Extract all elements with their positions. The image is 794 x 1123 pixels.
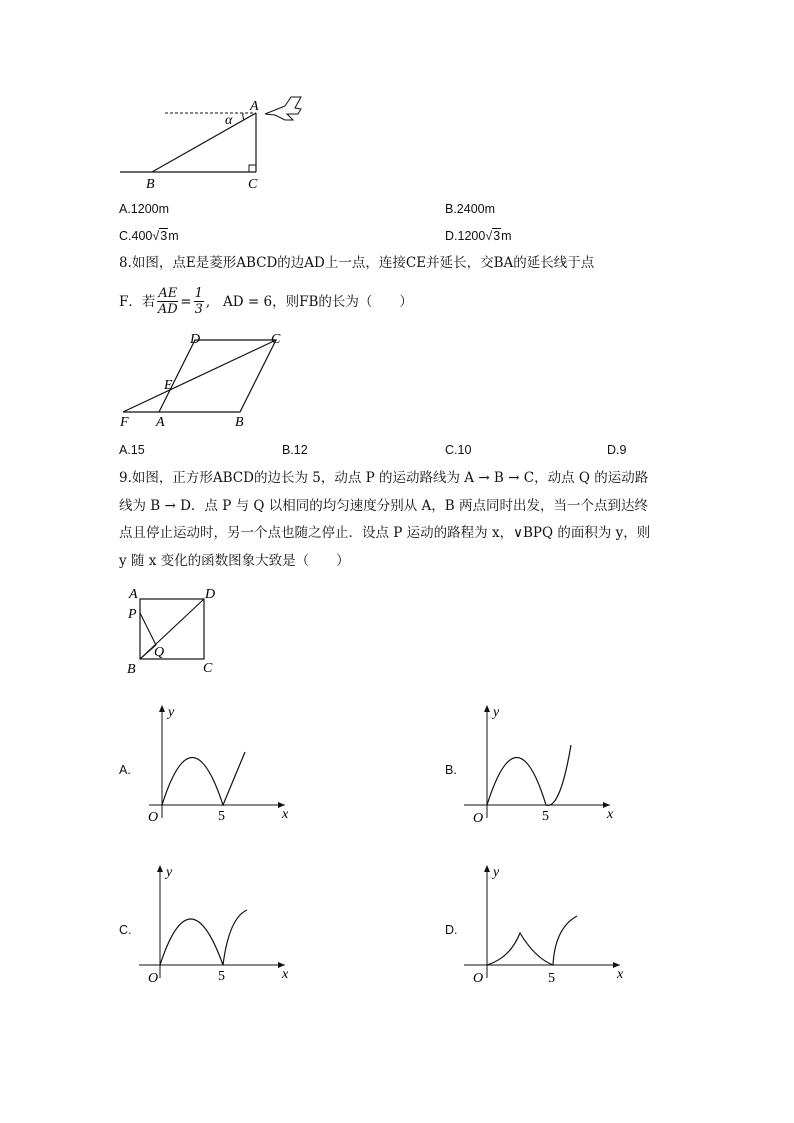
- q8-option-c: C.10: [445, 443, 472, 457]
- q9-option-c-label: C.: [119, 923, 132, 937]
- q7-triangle-figure: [115, 92, 315, 192]
- q7-option-d-radical: √3: [485, 229, 501, 243]
- q7-option-d-unit: m: [501, 229, 512, 243]
- q7-option-d-prefix: D.1200: [445, 229, 486, 243]
- q8-rhombus-ABCD: [159, 340, 276, 412]
- q8-label-D: D: [190, 332, 201, 347]
- q7-right-angle-mark: [249, 165, 256, 172]
- q8-line2-pre: F．若: [119, 293, 156, 310]
- q8-option-d: D.9: [607, 443, 627, 457]
- q7-angle-arc: [243, 113, 244, 120]
- q9-label-Q: Q: [154, 645, 165, 660]
- q8-option-a: A.15: [119, 443, 145, 457]
- q9-question-line-3: 点且停止运动时，另一个点也随之停止．设点 P 运动的路程为 x，∨BPQ 的面积为 y，则: [119, 525, 651, 541]
- q9-graph-c-origin: O: [148, 971, 159, 986]
- q9-graph-b-curve: [487, 745, 571, 805]
- q9-label-B: B: [127, 662, 136, 677]
- q9-question-line-1: 9.如图，正方形ABCD的边长为 5，动点 P 的运动路线为 A → B → C，动点 Q 的运动路: [119, 470, 649, 486]
- q8-line-CF: [123, 340, 276, 412]
- q7-label-C: C: [248, 177, 258, 192]
- q8-frac-right-den: 3: [194, 302, 203, 317]
- q9-graph-b-five: 5: [542, 809, 549, 824]
- airplane-icon: [265, 97, 301, 120]
- q9-graph-b-y: y: [493, 705, 500, 720]
- q9-graph-d-origin: O: [473, 971, 484, 986]
- q9-label-P: P: [128, 607, 137, 622]
- q8-frac-right-num: 1: [194, 286, 203, 301]
- q8-question-line-1: 8.如图，点E是菱形ABCD的边AD上一点，连接CE并延长，交BA的延长线于点: [119, 255, 595, 271]
- q9-graph-a-y: y: [168, 705, 175, 720]
- q8-equals: =: [180, 293, 192, 310]
- q9-graph-b-x: x: [607, 807, 614, 822]
- q7-label-A: A: [250, 99, 259, 114]
- q9-option-a-label: A.: [119, 763, 131, 777]
- q9-graph-c-y: y: [166, 865, 173, 880]
- q8-fraction-ae-ad: [157, 286, 178, 317]
- q9-graph-a: [135, 700, 305, 830]
- q7-option-c: [119, 226, 179, 246]
- q8-fraction-one-third: [194, 286, 204, 317]
- q7-option-c-prefix: C.400: [119, 229, 153, 243]
- q9-graph-a-x: x: [282, 807, 289, 822]
- q9-graph-c-five: 5: [218, 969, 225, 984]
- q9-label-A: A: [129, 587, 138, 602]
- q7-label-B: B: [146, 177, 155, 192]
- q9-graph-c-x: x: [282, 967, 289, 982]
- q9-graph-b: [460, 700, 630, 830]
- q7-option-c-unit: m: [168, 229, 179, 243]
- q9-graph-d-y: y: [493, 865, 500, 880]
- q9-graph-a-five: 5: [218, 809, 225, 824]
- q8-line2-mid: , AD = 6，则FB的长为（ ）: [205, 293, 413, 310]
- q8-rhombus-figure: [115, 330, 315, 430]
- q9-graph-c-curve: [160, 910, 247, 965]
- q9-label-C: C: [203, 661, 213, 676]
- q7-option-c-radicand: 3: [160, 229, 168, 243]
- q9-graph-a-curve: [162, 752, 245, 805]
- q8-question-line-2: [119, 286, 413, 317]
- q8-frac-left-num: AE: [158, 286, 178, 301]
- q9-graph-d-five: 5: [548, 971, 555, 986]
- q8-label-E: E: [164, 378, 173, 393]
- q9-graph-a-origin: O: [148, 810, 159, 825]
- q8-label-F: F: [120, 415, 129, 430]
- q9-option-b-label: B.: [445, 763, 457, 777]
- q8-frac-left-den: AD: [157, 302, 178, 317]
- q7-line-AB: [152, 113, 256, 172]
- q9-question-line-4: y 随 x 变化的函数图象大致是（ ）: [119, 553, 350, 569]
- q7-option-c-radical: √3: [152, 229, 168, 243]
- q8-label-A: A: [156, 415, 165, 430]
- q9-graph-d: [460, 858, 630, 988]
- q9-square-figure: [120, 582, 230, 682]
- q9-question-line-2: 线为 B → D．点 P 与 Q 以相同的均匀速度分别从 A，B 两点同时出发，当一个点到达终: [119, 498, 648, 514]
- q9-graph-c: [135, 858, 305, 988]
- q9-option-d-label: D.: [445, 923, 458, 937]
- q9-label-D: D: [205, 587, 216, 602]
- q7-option-d: [445, 226, 512, 246]
- q9-segment-PQ: [140, 613, 156, 645]
- q7-option-d-radicand: 3: [493, 229, 501, 243]
- q9-graph-d-curve: [487, 916, 577, 965]
- q8-option-b: B.12: [282, 443, 308, 457]
- q7-label-alpha: α: [225, 113, 233, 128]
- q9-graph-d-x: x: [617, 967, 624, 982]
- q7-option-b: B.2400m: [445, 202, 496, 216]
- q8-label-B: B: [235, 415, 244, 430]
- q8-label-C: C: [271, 332, 281, 347]
- q9-graph-b-origin: O: [473, 811, 484, 826]
- q7-option-a: A.1200m: [119, 202, 170, 216]
